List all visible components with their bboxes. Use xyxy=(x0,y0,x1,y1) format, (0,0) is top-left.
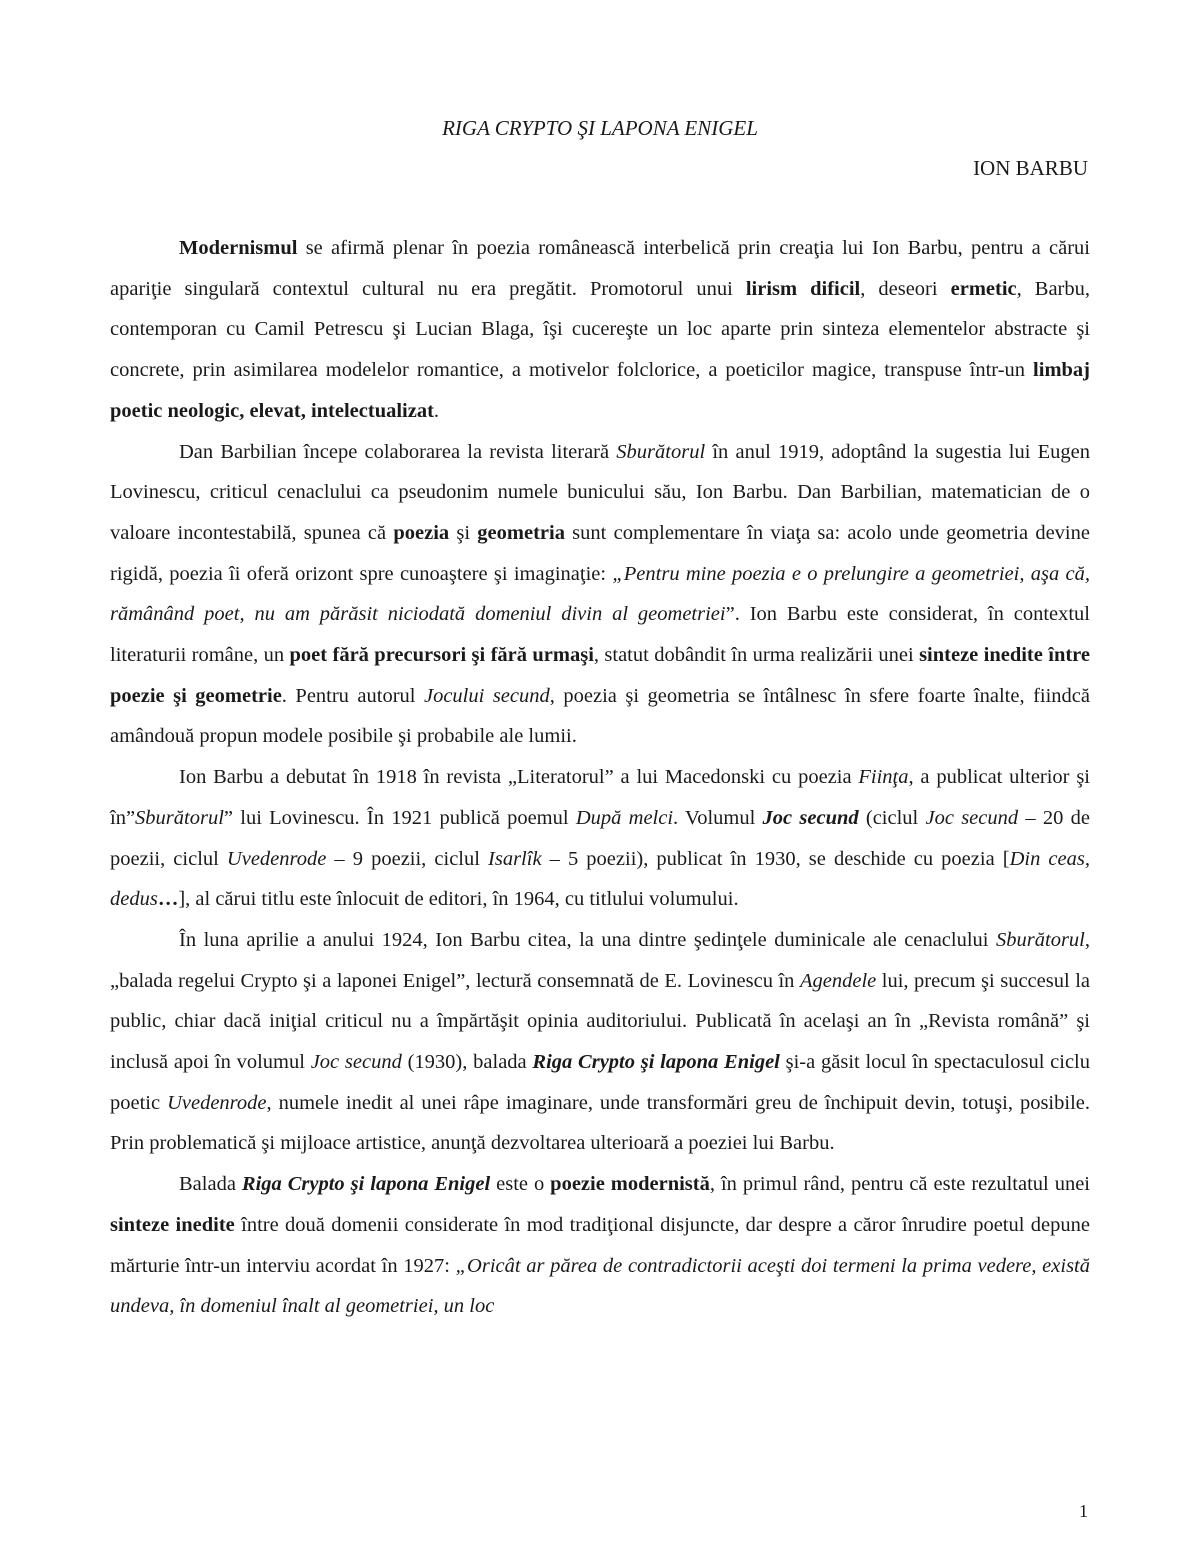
text-run: şi xyxy=(449,521,478,544)
text-run: Dan Barbilian începe colaborarea la revista literară xyxy=(179,440,617,463)
text-run: , a publicat ulterior şi în” xyxy=(110,766,1090,829)
paragraph xyxy=(110,920,1090,1164)
text-run: Isarlîk xyxy=(488,847,542,870)
document-body xyxy=(110,228,1090,1327)
text-run: ” lui Lovinescu. În 1921 publică poemul xyxy=(223,806,576,829)
text-run: , poezia şi geometria se întâlnesc în sfere foarte înalte, fiindcă amândouă propun modele posibile şi probabile ale lumii. xyxy=(110,684,1090,748)
text-run: sinteze inedite xyxy=(110,1213,235,1236)
text-run: , deseori xyxy=(860,277,951,300)
text-run: , „balada regelui Crypto şi a laponei Enigel”, lectură consemnată de E. Lovinescu în xyxy=(110,928,1090,992)
text-run: . Pentru autorul xyxy=(281,684,424,707)
text-run: poet fără precursori şi fără urmaşi xyxy=(289,644,594,667)
text-run: Sburătorul xyxy=(996,928,1085,951)
text-run: Agendele xyxy=(799,969,877,992)
text-run: geometria xyxy=(477,521,565,544)
text-run: Riga Crypto şi lapona Enigel xyxy=(241,1173,491,1196)
paragraph xyxy=(110,228,1090,432)
text-run: (1930), balada xyxy=(401,1051,533,1074)
text-run: – 20 de poezii, ciclul xyxy=(110,806,1090,870)
paragraph xyxy=(110,757,1090,920)
text-run: Sburătorul xyxy=(616,440,706,463)
text-run: … xyxy=(157,888,179,911)
text-run: În luna aprilie a anului 1924, Ion Barbu citea, la una dintre şedinţele duminicale ale cenaclului xyxy=(179,928,997,951)
text-run: Sburătorul xyxy=(135,806,224,829)
text-run: – 5 poezii), publicat în 1930, se deschide cu poezia [ xyxy=(541,847,1010,870)
text-run: este o xyxy=(490,1173,551,1196)
text-run: ], al cărui titlu este înlocuit de editori, în 1964, cu titlului volumului. xyxy=(178,888,739,911)
document-title: RIGA CRYPTO ŞI LAPONA ENIGEL xyxy=(442,116,758,140)
document-author: ION BARBU xyxy=(973,156,1088,180)
text-run: Fiinţa xyxy=(858,766,909,789)
paragraph xyxy=(110,1164,1090,1327)
text-run: , statut dobândit în urma realizării unei xyxy=(593,644,920,667)
text-run: sunt complementare în viaţa sa: acolo unde geometria devine rigidă, poezia îi oferă orizont spre cunoaştere şi imaginaţie: xyxy=(110,521,1090,585)
text-run: Jocului secund xyxy=(423,684,550,707)
text-run: „Pentru mine poezia e o prelungire a geometriei, aşa că, rămânând poet, nu am părăsit niciodată domeniul divin al geometriei xyxy=(110,562,1090,626)
text-run: Joc secund xyxy=(762,806,859,829)
text-run: se afirmă plenar în poezia românească interbelică prin creaţia lui Ion Barbu, pentru a cărui apariţie singulară contextul cultural nu era pregătit. Promotorul unui xyxy=(110,237,1090,300)
page-number: 1 xyxy=(1079,1501,1088,1521)
text-run: „Oricât ar părea de contradictorii aceşti doi termeni la prima vedere, există undeva, în domeniul înalt al geometriei, un loc xyxy=(110,1254,1090,1318)
text-run: lui, precum şi succesul la public, chiar dacă iniţial criticul nu a împărtăşit opinia auditoriului. Publicată în acelaşi an în „Revista română” şi inclusă apoi în volumul xyxy=(110,969,1090,1074)
text-run: După melci xyxy=(575,806,674,829)
text-run: Joc secund xyxy=(925,806,1019,829)
text-run: între două domenii considerate în mod tradiţional disjuncte, dar despre a căror înrudire poetul depune mărturie într-un interviu acordat în 1927: xyxy=(110,1213,1091,1277)
text-run: ”. Ion Barbu este considerat, în contextul literaturii române, un xyxy=(110,603,1091,667)
text-run: sinteze inedite între poezie şi geometrie xyxy=(110,644,1090,707)
text-run: şi-a găsit locul în spectaculosul ciclu poetic xyxy=(110,1051,1090,1114)
text-run: Modernismul xyxy=(179,237,298,259)
text-run: Uvedenrode xyxy=(226,847,327,870)
text-run: Din ceas, dedus xyxy=(110,847,1090,911)
text-run: (ciclul xyxy=(858,806,926,829)
text-run: în anul 1919, adoptând la sugestia lui Eugen Lovinescu, criticul cenaclului ca pseudonim numele bunicului său, Ion Barbu. Dan Barbilian, matematician de o valoare incontestabilă, spunea că xyxy=(110,440,1090,544)
text-run: – 9 poezii, ciclul xyxy=(326,847,489,870)
text-run: Joc secund xyxy=(310,1051,402,1074)
text-run: Riga Crypto şi lapona Enigel xyxy=(532,1051,780,1074)
text-run: , în primul rând, pentru că este rezultatul unei xyxy=(709,1173,1090,1196)
text-run: , Barbu, contemporan cu Camil Petrescu şi Lucian Blaga, îşi cucereşte un loc aparte prin sinteza elementelor abstracte şi concrete, prin asimilarea modelelor romantice, a motivelor folclorice, a poeticilor magice, transpuse într-un xyxy=(110,277,1091,382)
text-run: poezia xyxy=(393,521,450,544)
paragraph xyxy=(110,432,1090,758)
text-run: ermetic xyxy=(950,277,1017,300)
text-run: Balada xyxy=(179,1173,242,1196)
text-run: . Volumul xyxy=(673,806,763,829)
text-run: Ion Barbu a debutat în 1918 în revista „Literatorul” a lui Macedonski cu poezia xyxy=(179,766,859,789)
text-run: . xyxy=(433,399,440,422)
text-run: lirism dificil xyxy=(745,277,861,300)
text-run: limbaj poetic neologic, elevat, intelectualizat xyxy=(110,359,1090,422)
text-run: Uvedenrode xyxy=(167,1091,267,1114)
text-run: poezie modernistă xyxy=(550,1173,710,1196)
text-run: , numele inedit al unei râpe imaginare, unde transformări greu de închipuit devin, totuşi, posibile. Prin problematică şi mijloace artistice, anunţă dezvoltarea ulterioară a poeziei lui Barbu. xyxy=(110,1091,1090,1155)
